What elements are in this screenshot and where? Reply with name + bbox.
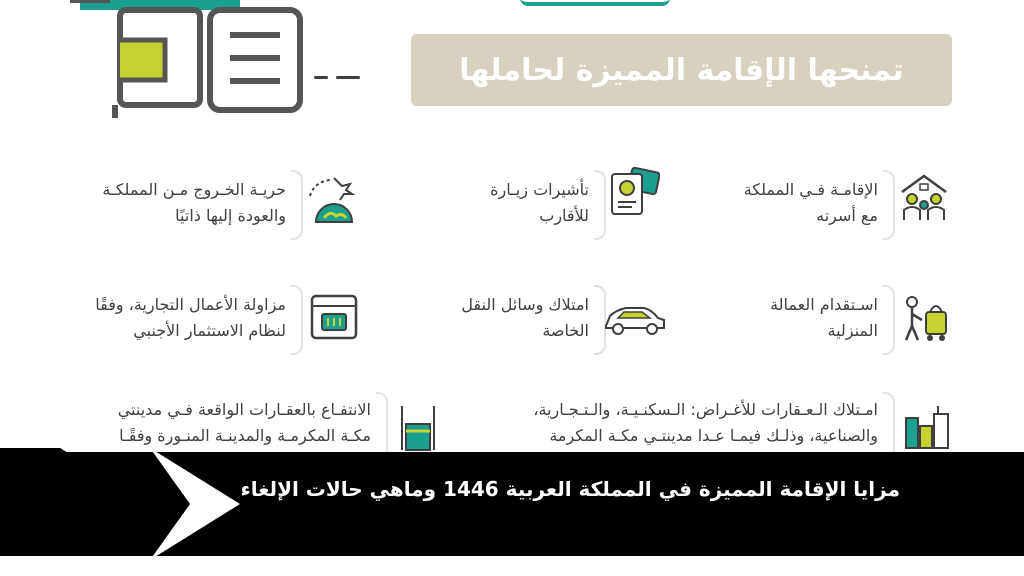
benefit-line: مزاولة الأعمال التجارية، وفقًا	[95, 295, 286, 314]
benefit-line: الخاصة	[542, 321, 589, 340]
dash-line-2	[336, 76, 360, 79]
illustration-lime-block	[120, 40, 165, 80]
benefit-line: اسـتقدام العمالة	[770, 295, 878, 314]
city-buildings-icon	[902, 404, 952, 450]
benefit-line: امتلاك وسائل النقل	[461, 295, 589, 314]
top-accent	[520, 0, 670, 6]
benefit-domestic-workers	[770, 292, 878, 344]
benefit-line: تأشيرات زيـارة	[490, 180, 589, 199]
divider	[883, 170, 895, 240]
lower-faded-strip	[0, 556, 1024, 576]
benefit-residence-family	[744, 177, 878, 229]
car-icon	[602, 300, 668, 340]
benefit-line: المنزلية	[827, 321, 878, 340]
kaaba-icon	[396, 404, 440, 452]
header-title: تمنحها الإقامة المميزة لحاملها	[459, 52, 904, 88]
benefit-visit-visas	[490, 177, 589, 229]
benefit-line: مع أسرته	[816, 206, 878, 225]
business-screen-icon	[310, 294, 358, 340]
divider	[376, 392, 388, 460]
benefit-line: والعودة إليها ذاتيًا	[175, 206, 286, 225]
header-banner	[411, 34, 952, 106]
passport-visa-icon	[606, 166, 660, 218]
header-illustration	[70, 0, 370, 118]
divider	[594, 170, 606, 240]
benefit-line: امـتلاك الـعـقارات للأغـراض: الـسكنـيـة، والـتـجـارية،	[533, 400, 878, 419]
benefit-holy-cities	[118, 397, 371, 449]
arrow-cutout	[0, 448, 260, 560]
benefit-line: والصناعية، وذلـك فيمـا عـدا مدينتـي مكـة المكرمة	[549, 426, 878, 445]
benefit-private-transport	[461, 292, 589, 344]
benefit-line: مكـة المكرمـة والمدينـة المنـورة وفقًـا	[119, 426, 371, 445]
benefit-line: حريـة الخـروج مـن المملكـة	[102, 180, 286, 199]
plane-globe-icon	[306, 172, 362, 226]
divider	[291, 170, 303, 240]
divider	[883, 285, 895, 355]
divider	[883, 392, 895, 460]
divider	[291, 285, 303, 355]
benefit-line: للأقارب	[539, 206, 589, 225]
benefit-business	[95, 292, 286, 344]
domestic-worker-icon	[900, 292, 952, 344]
dash-line-1	[314, 76, 328, 79]
benefit-line: الانتفـاع بالعقـارات الواقعة فـي مدينتي	[117, 400, 371, 419]
benefit-line: الإقامـة فـي المملكة	[743, 180, 878, 199]
benefit-real-estate	[533, 397, 878, 449]
family-house-icon	[898, 172, 950, 224]
overlay-title: مزايا الإقامة المميزة في المملكة العربية 1446 وماهي حالات الإلغاء	[240, 477, 900, 501]
benefit-line: لنظام الاستثمار الأجنبي	[133, 321, 286, 340]
benefit-exit-return	[102, 177, 286, 229]
